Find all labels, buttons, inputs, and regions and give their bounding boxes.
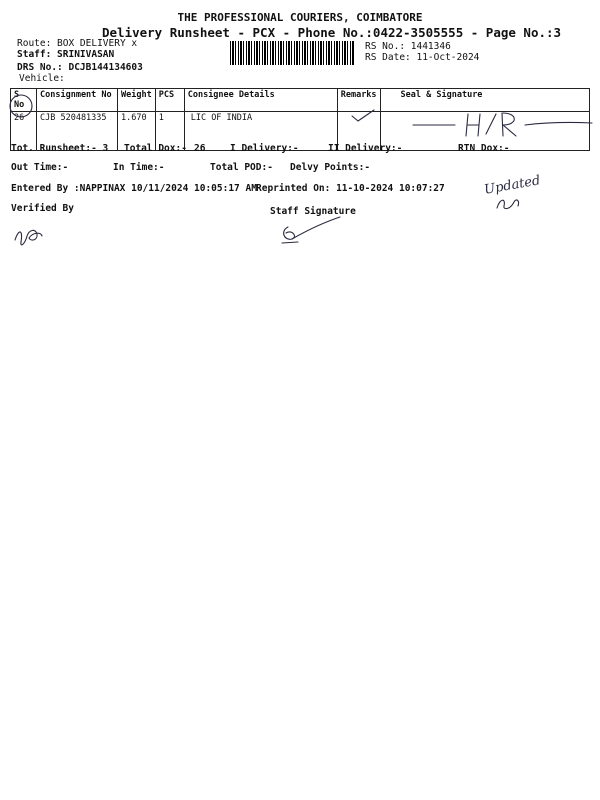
vehicle-label: Vehicle: — [19, 73, 65, 84]
col-sno-header: S No — [11, 89, 37, 112]
staff-label: Staff: SRINIVASAN — [17, 49, 115, 60]
staff-signature-mark — [278, 215, 343, 247]
reprinted-on: Reprinted On: 11-10-2024 10:07:27 — [256, 183, 445, 194]
col-remarks-header: Remarks — [337, 89, 380, 112]
delvy-points: Delvy Points:- — [290, 162, 371, 173]
entered-by: Entered By :NAPPINAX 10/11/2024 10:05:17 AM — [11, 183, 257, 194]
table-header-row — [11, 89, 590, 112]
cell-consignment: CJB 520481335 — [37, 112, 118, 151]
remarks-tick-mark — [350, 108, 380, 126]
runsheet-title: Delivery Runsheet - PCX - Phone No.:0422-3505555 - Page No.:3 — [102, 25, 562, 40]
company-title: THE PROFESSIONAL COURIERS, COIMBATORE — [177, 11, 423, 24]
tot-runsheet: Tot. Runsheet:- 3 — [11, 143, 109, 154]
col-pcs-header: PCS — [155, 89, 184, 112]
barcode-image — [230, 41, 355, 65]
cell-pcs: 1 — [155, 112, 184, 151]
sno-circle-mark — [7, 93, 37, 123]
seal-signature-mark — [410, 110, 595, 140]
cell-weight: 1.670 — [118, 112, 156, 151]
i-delivery: I Delivery:- — [230, 143, 299, 154]
col-weight-header: Weight — [118, 89, 156, 112]
updated-initials-mark — [494, 194, 524, 214]
in-time: In Time:- — [113, 162, 165, 173]
route-label: Route: BOX DELIVERY x — [17, 38, 138, 49]
out-time: Out Time:- — [11, 162, 69, 173]
total-dox-label: Total Dox:- — [124, 143, 187, 154]
updated-handwritten-note: Updated — [483, 173, 542, 198]
cell-consignee: LIC OF INDIA — [184, 112, 337, 151]
verified-signature-mark — [11, 222, 46, 250]
col-consignee-header: Consignee Details — [184, 89, 337, 112]
drs-number: DRS No.: DCJB144134603 — [17, 62, 143, 73]
total-pod: Total POD:- — [210, 162, 273, 173]
total-dox-value: 26 — [194, 143, 206, 154]
ii-delivery: II Delivery:- — [328, 143, 403, 154]
rs-number: RS No.: 1441346 — [365, 41, 451, 52]
verified-by-label: Verified By — [11, 203, 74, 214]
rs-date: RS Date: 11-Oct-2024 — [365, 52, 480, 63]
col-consignment-header: Consignment No — [37, 89, 118, 112]
rtn-dox: RTN Dox:- — [458, 143, 510, 154]
col-seal-header: Seal & Signature — [380, 89, 589, 112]
cell-sno: 26 — [11, 112, 37, 151]
staff-signature-label: Staff Signature — [270, 206, 356, 217]
